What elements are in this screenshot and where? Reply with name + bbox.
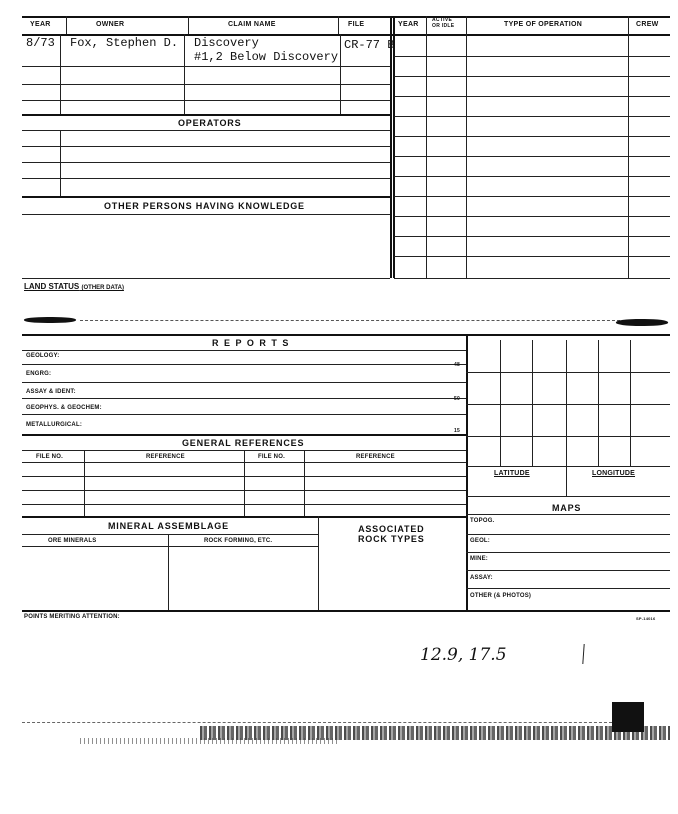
row-line	[22, 162, 390, 163]
maps-row-label: ASSAY:	[470, 575, 493, 581]
mineral-line	[22, 534, 318, 535]
operators-line	[22, 130, 390, 131]
reference-header: REFERENCE	[146, 454, 185, 460]
dashed-line	[80, 320, 620, 321]
row-line	[22, 84, 390, 85]
ops-row-line	[394, 196, 670, 197]
associated-label: ASSOCIATED	[358, 524, 425, 534]
ops-row-line	[394, 56, 670, 57]
maps-row-line	[466, 534, 670, 535]
row-line	[22, 178, 390, 179]
ops-row-line	[394, 256, 670, 257]
report-row-line	[22, 382, 466, 383]
operators-col-line	[60, 130, 61, 196]
reference-header-2: REFERENCE	[356, 454, 395, 460]
ore-minerals-header: ORE MINERALS	[48, 538, 97, 544]
refs-col-line	[84, 450, 85, 516]
col-year-header: YEAR	[30, 21, 51, 28]
rock-types-label: ROCK TYPES	[358, 534, 425, 544]
refs-line	[22, 504, 466, 505]
grid-row	[466, 436, 670, 437]
hdr-divider	[338, 16, 339, 34]
report-row-label: METALLURGICAL:	[26, 422, 83, 428]
maps-line	[466, 514, 670, 515]
hdr-divider	[628, 16, 629, 34]
operators-heading: OPERATORS	[178, 118, 242, 128]
scan-noise-line	[22, 722, 612, 723]
ink-smudge	[616, 319, 668, 326]
ops-row-line	[394, 278, 670, 279]
maps-row-line	[466, 588, 670, 589]
left-right-divider	[390, 16, 392, 278]
row-line	[22, 66, 390, 67]
record-file: CR-77 B	[344, 38, 395, 52]
ink-smudge	[24, 317, 76, 323]
maps-row-label: TOPOG.	[470, 518, 495, 524]
rock-types-col-line	[318, 516, 319, 610]
land-status-heading	[24, 282, 124, 291]
mineral-col-line	[168, 534, 169, 610]
form-code: SP-14016	[636, 616, 656, 621]
longitude-label: LONGITUDE	[592, 470, 636, 477]
refs-col-line	[304, 450, 305, 516]
grid-col	[598, 340, 599, 466]
record-year: 8/73	[26, 36, 55, 50]
file-no-header-2: FILE NO.	[258, 454, 285, 460]
hdr-divider	[466, 16, 467, 34]
refs-line	[22, 516, 466, 518]
col-year2-header: YEAR	[398, 21, 419, 28]
reports-heading: R E P O R T S	[212, 338, 290, 348]
maps-row-label: OTHER (& PHOTOS)	[470, 593, 532, 599]
mineral-assemblage-heading: MINERAL ASSEMBLAGE	[108, 521, 229, 531]
grid-col	[532, 340, 533, 466]
scan-black-block	[612, 702, 644, 732]
ops-row-line	[394, 116, 670, 117]
maps-row-line	[466, 570, 670, 571]
hdr-divider	[188, 16, 189, 34]
maps-row-label: MINE:	[470, 556, 488, 562]
grid-col	[566, 340, 567, 466]
rock-forming-header: ROCK FORMING, ETC.	[204, 538, 273, 544]
report-row-code: 50	[454, 396, 460, 402]
report-row-line	[22, 414, 466, 415]
coords-divider	[566, 466, 567, 496]
maps-line	[466, 496, 670, 497]
pen-mark	[582, 644, 584, 664]
scan-noise	[80, 738, 340, 744]
land-status-sub: (OTHER DATA)	[81, 285, 124, 291]
col-owner-header: OWNER	[96, 21, 125, 28]
row-line	[22, 214, 390, 215]
owner-col-line	[60, 34, 61, 114]
report-row-label: ASSAY & IDENT:	[26, 389, 76, 395]
col-crew-header: CREW	[636, 21, 659, 28]
claim-col-line	[184, 34, 185, 114]
col-claim-name-header: CLAIM NAME	[228, 21, 276, 28]
col-active-header	[432, 17, 454, 29]
top-border	[22, 16, 670, 18]
ops-row-line	[394, 76, 670, 77]
file-col-line	[340, 34, 341, 114]
grid-row	[466, 372, 670, 373]
hdr-divider	[66, 16, 67, 34]
col-type-of-operation-header: TYPE OF OPERATION	[504, 21, 583, 28]
or-idle-label: OR IDLE	[432, 23, 455, 29]
maps-heading: MAPS	[552, 503, 582, 513]
record-claim-name-2: #1,2 Below Discovery	[194, 50, 339, 64]
associated-rock-types-heading	[358, 524, 425, 544]
report-row-line	[22, 434, 466, 436]
file-no-header: FILE NO.	[36, 454, 63, 460]
refs-line	[22, 490, 466, 491]
hdr-divider	[426, 16, 427, 34]
col-file-header: FILE	[348, 21, 365, 28]
report-row-code: 48	[454, 362, 460, 368]
other-persons-heading: OTHER PERSONS HAVING KNOWLEDGE	[104, 201, 305, 211]
ops-row-line	[394, 176, 670, 177]
general-references-heading: GENERAL REFERENCES	[182, 438, 305, 448]
handwritten-coordinates: 12.9, 17.5	[420, 645, 507, 665]
bottom-border	[22, 610, 670, 612]
maps-row-line	[466, 552, 670, 553]
grid-col	[630, 340, 631, 466]
grid-row	[466, 466, 670, 467]
active-label: ACTIVE	[432, 17, 453, 23]
row-line	[22, 100, 390, 101]
report-row-label: GEOPHYS. & GEOCHEM:	[26, 405, 102, 411]
row-line	[22, 278, 390, 279]
refs-col-line	[244, 450, 245, 516]
refs-line	[22, 476, 466, 477]
points-meriting-attention-label: POINTS MERITING ATTENTION:	[24, 614, 120, 620]
record-claim-name: Discovery	[194, 36, 259, 50]
report-row-code: 15	[454, 428, 460, 434]
ops-row-line	[394, 156, 670, 157]
row-line	[22, 196, 390, 198]
row-line	[22, 114, 390, 116]
land-status-label: LAND STATUS	[24, 282, 80, 291]
ops-row-line	[394, 236, 670, 237]
report-row-label: GEOLOGY:	[26, 353, 60, 359]
grid-row	[466, 404, 670, 405]
report-row-label: ENGRG:	[26, 371, 52, 377]
reports-top-border	[22, 334, 670, 336]
maps-row-label: GEOL:	[470, 538, 490, 544]
report-row-line	[22, 364, 466, 365]
row-line	[22, 146, 390, 147]
ops-row-line	[394, 216, 670, 217]
reports-line	[22, 350, 466, 351]
latitude-label: LATITUDE	[494, 470, 530, 477]
grid-col	[500, 340, 501, 466]
ops-row-line	[394, 136, 670, 137]
record-owner: Fox, Stephen D.	[70, 36, 179, 50]
right-panel-divider	[466, 334, 468, 610]
report-row-line	[22, 398, 466, 399]
mineral-line	[22, 546, 318, 547]
ops-row-line	[394, 96, 670, 97]
